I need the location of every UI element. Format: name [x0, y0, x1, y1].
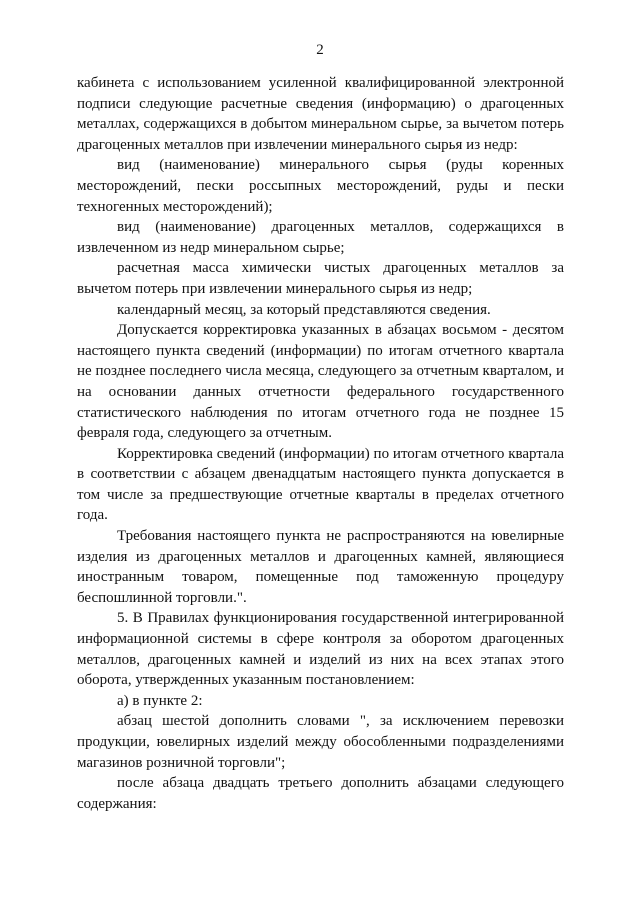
paragraph-item-5: 5. В Правилах функционирования государственной интегрированной информационной системы в сфере контроля за оборотом драгоценных металлов, драгоценных камней и изделий из них на всех этапах этого оборота, утвержденных указанным постановлением:: [77, 610, 564, 689]
paragraph-quarter-correction: Корректировка сведений (информации) по итогам отчетного квартала в соответствии с абзацем двенадцатым настоящего пункта допускается в том числе за предшествующие отчетные кварталы в пределах отчетного года.: [77, 445, 564, 524]
paragraph-subitem-a: а) в пункте 2:: [117, 692, 203, 709]
document-body: [77, 73, 564, 814]
page-number: 2: [316, 42, 324, 58]
paragraph-correction-allowed: Допускается корректировка указанных в абзацах восьмом - десятом настоящего пункта сведений (информации) по итогам отчетного квартала не позднее последнего числа месяца, следующего за отчетным кварталом, и на основании данных отчетности федерального государственного статистического наблюдения по итогам отчетного года не позднее 15 февраля года, следующего за отчетным.: [77, 322, 564, 442]
paragraph-calendar-month: календарный месяц, за который представляются сведения.: [117, 301, 491, 318]
paragraph-sixth-abzac: абзац шестой дополнить словами ", за исключением перевозки продукции, ювелирных изделий между обособленными подразделениями магазинов розничной торговли";: [77, 713, 564, 771]
paragraph-calculated-mass: расчетная масса химически чистых драгоценных металлов за вычетом потерь при извлечении минерального сырья из недр;: [77, 260, 564, 297]
paragraph-continuation: кабинета с использованием усиленной квалифицированной электронной подписи следующие расчетные сведения (информацию) о драгоценных металлах, содержащихся в добытом минеральном сырье, за вычетом потерь драгоценных металлов при извлечении минерального сырья из недр:: [77, 75, 564, 153]
paragraph-requirements-exception: Требования настоящего пункта не распространяются на ювелирные изделия из драгоценных металлов и драгоценных камней, являющиеся иностранным товаром, помещенные под таможенную процедуру беспошлинной торговли.".: [77, 528, 564, 606]
paragraph-after-23rd: после абзаца двадцать третьего дополнить абзацами следующего содержания:: [77, 775, 564, 812]
paragraph-metal-type: вид (наименование) драгоценных металлов, содержащихся в извлеченном из недр минеральном сырье;: [77, 219, 564, 256]
paragraph-mineral-type: вид (наименование) минерального сырья (руды коренных месторождений, пески россыпных месторождений, руды и пески техногенных месторождений);: [77, 157, 564, 215]
